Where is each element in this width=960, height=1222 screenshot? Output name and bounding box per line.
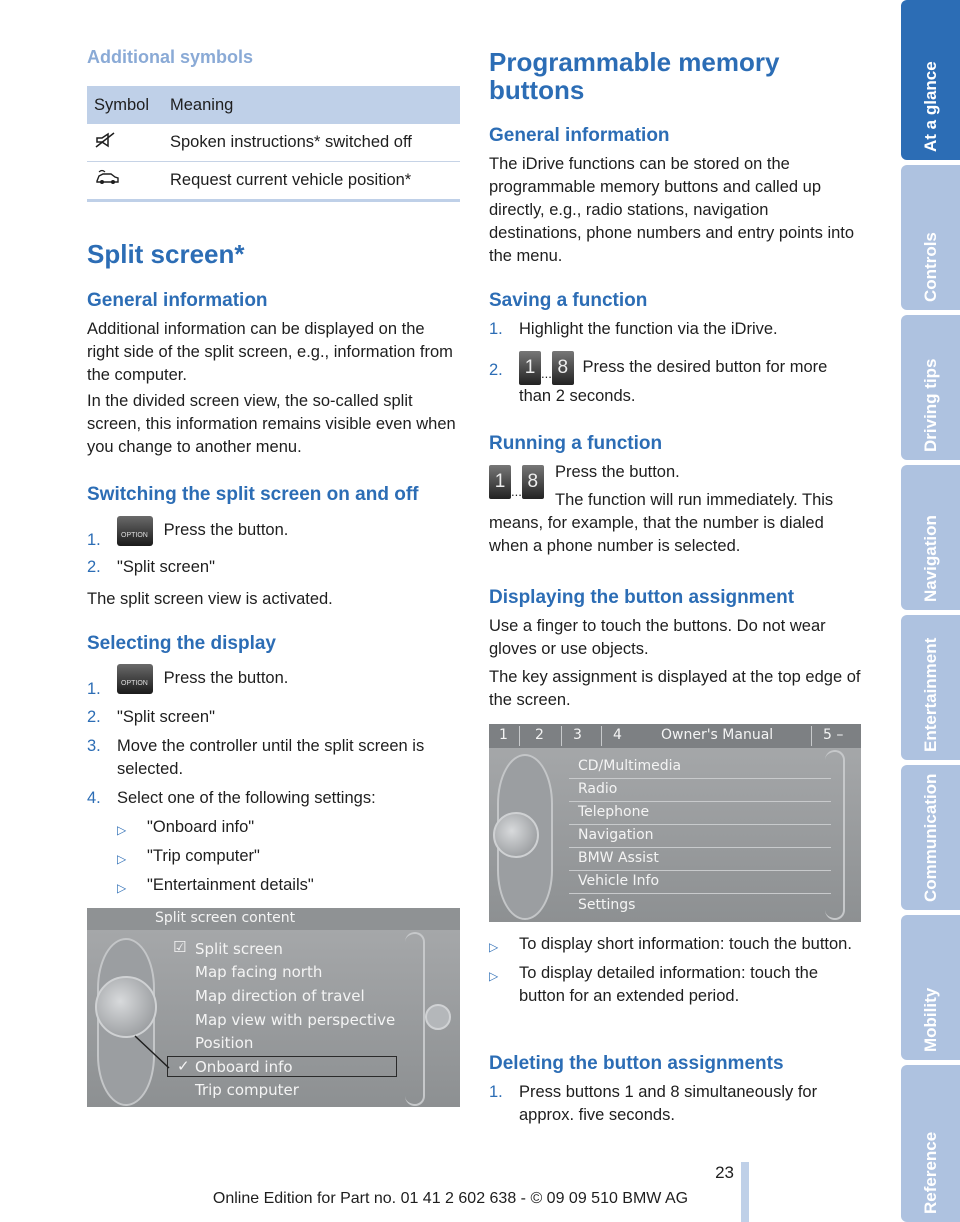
speaker-off-icon <box>94 131 116 149</box>
running-p2: The function will run immediately. This means, for example, that the number is dialed when a phone number is selected. <box>489 491 834 555</box>
footer-edition: Online Edition for Part no. 01 41 2 602 638 - © 09 09 510 BMW AG <box>212 1190 689 1207</box>
list-item: 2. "Split screen" <box>87 708 215 726</box>
running-title: Running a function <box>489 433 663 454</box>
menu-item: Split screen <box>195 940 283 958</box>
tab-reference[interactable]: Reference <box>901 1065 960 1222</box>
list-item: 1. OPTION Press the button. <box>87 664 460 706</box>
menu-item: Navigation <box>578 827 654 843</box>
displaying-p2: The key assignment is displayed at the top edge of the screen. <box>489 668 861 709</box>
memory-button-8-icon: 8 <box>552 351 574 385</box>
triangle-bullet-icon: ▷ <box>117 823 127 837</box>
controller-knob-icon <box>493 812 539 858</box>
menu-item: Trip computer <box>195 1081 299 1099</box>
switching-steps <box>87 516 460 579</box>
option-button-icon: OPTION <box>117 516 153 546</box>
list-item: ▷ To display short information: touch the button. <box>489 933 861 956</box>
menu-item: Map view with perspective <box>195 1011 396 1029</box>
general-info-p1: Additional information can be displayed on the right side of the split screen, e.g., information from the computer. <box>87 320 453 384</box>
list-item: 1. Highlight the function via the iDrive. <box>489 320 778 338</box>
menu-item: Position <box>195 1034 254 1052</box>
table-row <box>87 124 460 162</box>
list-item: ▷ "Entertainment details" <box>87 874 460 897</box>
menu-item: Onboard info <box>195 1058 293 1076</box>
menu-item: Settings <box>578 897 636 913</box>
general-info-title: General information <box>87 290 268 311</box>
saving-title: Saving a function <box>489 290 648 311</box>
button-assignment-screenshot: 1 2 3 4 Owner's Manual 5 – CD/Multimedia Radio Telephone Navigation BMW Assist Vehicle Info Settings <box>489 724 861 922</box>
checkbox-icon: ☑ <box>173 938 187 956</box>
pointer-line <box>87 908 460 1107</box>
vehicle-position-icon <box>94 169 120 187</box>
list-item: 4. Select one of the following settings: <box>87 789 376 807</box>
additional-symbols-title: Additional symbols <box>87 47 254 67</box>
table-header <box>87 86 460 124</box>
switching-result: The split screen view is activated. <box>87 590 333 608</box>
selecting-steps <box>87 664 460 897</box>
list-item: 1. Press buttons 1 and 8 simultaneously for approx. five seconds. <box>489 1083 818 1124</box>
selecting-title: Selecting the display <box>87 633 276 654</box>
table-header-meaning: Meaning <box>170 95 234 114</box>
tab-mobility[interactable]: Mobility <box>901 915 960 1060</box>
saving-steps <box>489 318 861 408</box>
option-button-icon: OPTION <box>117 664 153 694</box>
displaying-title: Displaying the button assignment <box>489 587 795 608</box>
running-p1: Press the button. <box>555 463 680 481</box>
switching-title: Switching the split screen on and off <box>87 484 419 505</box>
list-item: ▷ To display detailed information: touch the button for an extended period. <box>489 964 819 1005</box>
triangle-bullet-icon: ▷ <box>489 940 499 954</box>
memory-button-1-icon: 1 <box>519 351 541 385</box>
memory-buttons-icon: 1 ... 8 <box>489 465 544 499</box>
tab-controls[interactable]: Controls <box>901 165 960 310</box>
general-info-text: The iDrive functions can be stored on the programmable memory buttons and called up directly, e.g., radio stations, navigation destinations, phone numbers and entry points into the menu. <box>489 155 855 265</box>
screen-title: Split screen content <box>155 910 296 926</box>
symbol-table <box>87 86 460 202</box>
menu-item: Vehicle Info <box>578 873 660 889</box>
triangle-bullet-icon: ▷ <box>489 969 499 983</box>
tab-entertainment[interactable]: Entertainment <box>901 615 960 760</box>
deleting-title: Deleting the button assignments <box>489 1053 784 1074</box>
displaying-p1: Use a finger to touch the buttons. Do not wear gloves or use objects. <box>489 617 826 658</box>
tab-at-a-glance[interactable]: At a glance <box>901 0 960 160</box>
menu-item: Map facing north <box>195 963 323 981</box>
split-screen-title: Split screen* <box>87 239 245 269</box>
general-info-p2: In the divided screen view, the so-called split screen, this information remains visible even when you change to another menu. <box>87 392 456 456</box>
general-info-title: General information <box>489 125 670 146</box>
list-item: ▷ "Trip computer" <box>87 845 460 868</box>
tab-navigation[interactable]: Navigation <box>901 465 960 610</box>
table-row <box>87 162 460 202</box>
chapter-sidebar <box>901 0 960 1222</box>
split-screen-content-screenshot <box>87 908 460 1107</box>
list-item: 2. "Split screen" <box>87 558 215 576</box>
list-item: 1. OPTION Press the button. <box>87 516 460 556</box>
list-item: 2. 1 ... 8 Press the desired button for more than 2 seconds. <box>489 351 861 408</box>
deleting-steps <box>489 1081 861 1127</box>
table-cell-meaning: Request current vehicle position* <box>170 171 412 189</box>
menu-item: Radio <box>578 781 618 797</box>
table-cell-meaning: Spoken instructions* switched off <box>170 133 412 151</box>
table-header-symbol: Symbol <box>94 95 150 114</box>
tab-driving-tips[interactable]: Driving tips <box>901 315 960 460</box>
touch-bullets <box>489 933 861 1008</box>
menu-item: Telephone <box>578 804 650 820</box>
list-item: ▷ "Onboard info" <box>87 816 460 839</box>
menu-item: BMW Assist <box>578 850 659 866</box>
tab-communication[interactable]: Communication <box>901 765 960 910</box>
menu-item: Map direction of travel <box>195 987 365 1005</box>
menu-item: CD/Multimedia <box>578 758 682 774</box>
triangle-bullet-icon: ▷ <box>117 881 127 895</box>
triangle-bullet-icon: ▷ <box>117 852 127 866</box>
list-item: 3. Move the controller until the split screen is selected. <box>87 737 425 778</box>
memory-buttons-title: Programmable memory buttons <box>489 47 780 105</box>
check-icon: ✓ <box>177 1057 190 1075</box>
page-number: 23 <box>715 1163 734 1182</box>
